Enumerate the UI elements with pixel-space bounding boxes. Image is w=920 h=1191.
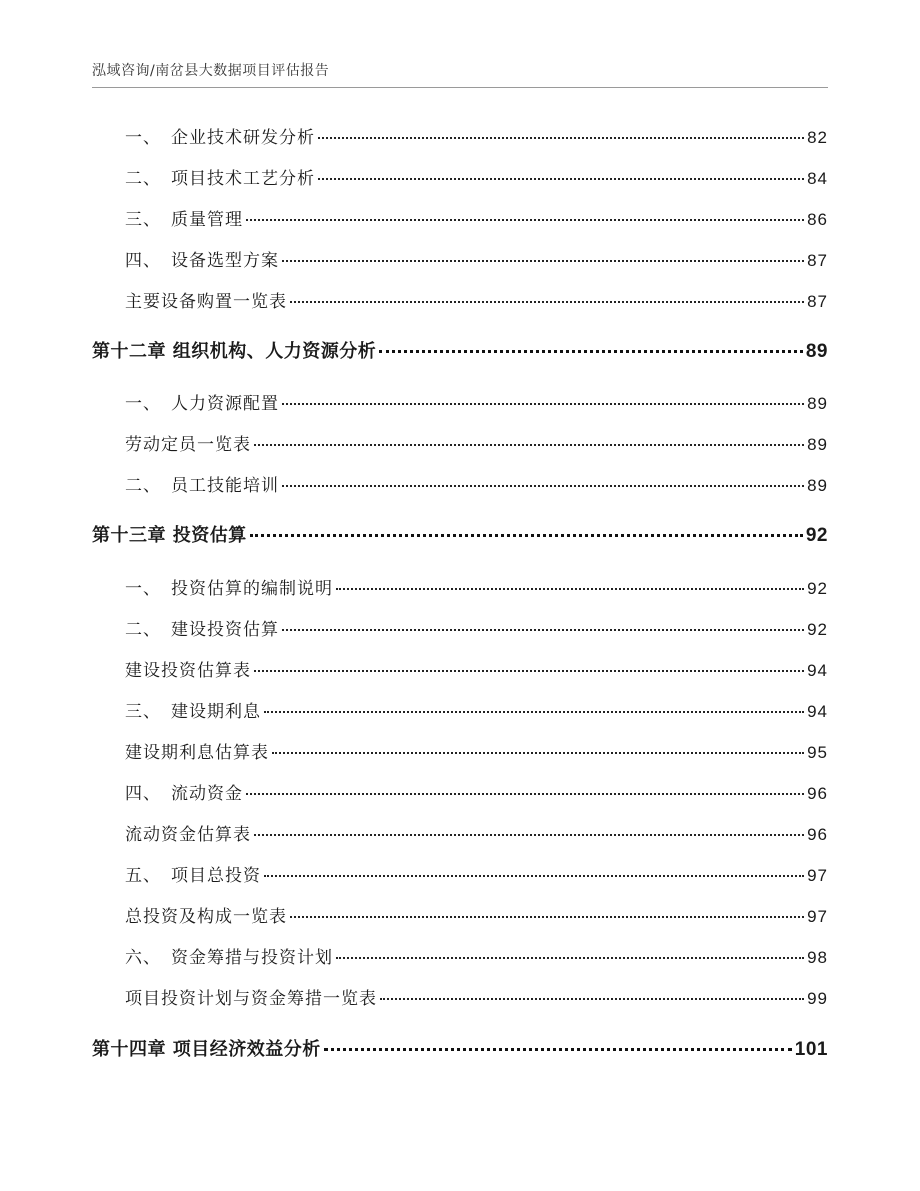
toc-entry-page-number: 97 (807, 866, 828, 885)
page-header: 泓域咨询/南岔县大数据项目评估报告 (92, 63, 330, 79)
toc-entry-number: 三、 (125, 702, 161, 722)
toc-entry-page-number: 87 (807, 292, 828, 311)
toc-section-entry[interactable] (125, 615, 828, 639)
dot-leader (254, 444, 804, 446)
dot-leader (246, 793, 804, 795)
toc-section-entry[interactable] (125, 656, 828, 680)
toc-entry-number: 二、 (125, 476, 161, 496)
toc-section-entry[interactable] (125, 389, 828, 413)
toc-entry-page-number: 97 (807, 907, 828, 926)
dot-leader (264, 711, 804, 713)
toc-entry-title: 第十四章 项目经济效益分析 (92, 1039, 321, 1060)
toc-section-entry[interactable] (125, 943, 828, 967)
dot-leader (250, 534, 803, 537)
toc-entry-page-number: 84 (807, 169, 828, 188)
dot-leader (254, 670, 804, 672)
toc-entry-number: 二、 (125, 620, 161, 640)
dot-leader (336, 957, 804, 959)
toc-entry-title: 建设期利息估算表 (125, 743, 269, 763)
toc-entry-title: 人力资源配置 (171, 394, 279, 414)
toc-entry-title: 流动资金估算表 (125, 825, 251, 845)
toc-entry-title: 设备选型方案 (171, 251, 279, 271)
toc-entry-title: 质量管理 (171, 210, 243, 230)
toc-section-entry[interactable] (125, 574, 828, 598)
toc-section-entry[interactable] (125, 205, 828, 229)
toc-entry-page-number: 95 (807, 743, 828, 762)
toc-entry-title: 项目技术工艺分析 (171, 169, 315, 189)
toc-section-entry[interactable] (125, 287, 828, 311)
toc-entry-number: 一、 (125, 579, 161, 599)
toc-entry-number: 一、 (125, 128, 161, 148)
dot-leader (246, 219, 804, 221)
toc-entry-page-number: 82 (807, 128, 828, 147)
dot-leader (290, 916, 804, 918)
toc-entry-number: 一、 (125, 394, 161, 414)
toc-entry-page-number: 98 (807, 948, 828, 967)
dot-leader (324, 1048, 792, 1051)
dot-leader (282, 260, 804, 262)
dot-leader (379, 350, 803, 353)
dot-leader (318, 178, 804, 180)
dot-leader (282, 629, 804, 631)
toc-section-entry[interactable] (125, 697, 828, 721)
toc-entry-title: 总投资及构成一览表 (125, 907, 287, 927)
toc-section-entry[interactable] (125, 984, 828, 1008)
toc-chapter-entry[interactable] (92, 337, 828, 363)
toc-entry-page-number: 86 (807, 210, 828, 229)
toc-section-entry[interactable] (125, 430, 828, 454)
toc-entry-page-number: 89 (807, 394, 828, 413)
toc-entry-page-number: 99 (807, 989, 828, 1008)
toc-section-entry[interactable] (125, 902, 828, 926)
dot-leader (380, 998, 804, 1000)
header-divider (92, 87, 828, 88)
toc-entry-number: 三、 (125, 210, 161, 230)
dot-leader (282, 485, 804, 487)
dot-leader (254, 834, 804, 836)
toc-section-entry[interactable] (125, 738, 828, 762)
toc-entry-title: 流动资金 (171, 784, 243, 804)
toc-entry-page-number: 96 (807, 784, 828, 803)
toc-entry-title: 投资估算的编制说明 (171, 579, 333, 599)
toc-entry-title: 建设期利息 (171, 702, 261, 722)
toc-entry-title: 第十三章 投资估算 (92, 525, 247, 546)
dot-leader (282, 403, 804, 405)
toc-entry-page-number: 94 (807, 702, 828, 721)
toc-section-entry[interactable] (125, 123, 828, 147)
toc-entry-page-number: 87 (807, 251, 828, 270)
toc-entry-number: 二、 (125, 169, 161, 189)
dot-leader (272, 752, 804, 754)
toc-entry-page-number: 101 (794, 1039, 828, 1060)
toc-entry-page-number: 94 (807, 661, 828, 680)
toc-entry-page-number: 89 (805, 341, 828, 362)
dot-leader (290, 301, 804, 303)
toc-entry-page-number: 89 (807, 435, 828, 454)
toc-entry-title: 资金筹措与投资计划 (171, 948, 333, 968)
toc-entry-page-number: 92 (805, 525, 828, 546)
toc-chapter-entry[interactable] (92, 1035, 828, 1061)
toc-section-entry[interactable] (125, 471, 828, 495)
toc-entry-title: 建设投资估算 (171, 620, 279, 640)
toc-entry-title: 项目投资计划与资金筹措一览表 (125, 989, 377, 1009)
toc-section-entry[interactable] (125, 779, 828, 803)
toc-entry-title: 项目总投资 (171, 866, 261, 886)
toc-entry-title: 企业技术研发分析 (171, 128, 315, 148)
toc-chapter-entry[interactable] (92, 521, 828, 547)
toc-entry-title: 第十二章 组织机构、人力资源分析 (92, 341, 377, 362)
toc-entry-title: 建设投资估算表 (125, 661, 251, 681)
toc-section-entry[interactable] (125, 246, 828, 270)
toc-entry-number: 五、 (125, 866, 161, 886)
dot-leader (318, 137, 804, 139)
toc-entry-page-number: 92 (807, 579, 828, 598)
toc-entry-page-number: 89 (807, 476, 828, 495)
toc-entry-title: 员工技能培训 (171, 476, 279, 496)
dot-leader (264, 875, 804, 877)
dot-leader (336, 588, 804, 590)
toc-section-entry[interactable] (125, 861, 828, 885)
toc-entry-page-number: 92 (807, 620, 828, 639)
toc-section-entry[interactable] (125, 820, 828, 844)
toc-entry-number: 六、 (125, 948, 161, 968)
toc-entry-page-number: 96 (807, 825, 828, 844)
toc-entry-number: 四、 (125, 784, 161, 804)
toc-section-entry[interactable] (125, 164, 828, 188)
toc-entry-number: 四、 (125, 251, 161, 271)
toc-entry-title: 主要设备购置一览表 (125, 292, 287, 312)
toc-entry-title: 劳动定员一览表 (125, 435, 251, 455)
